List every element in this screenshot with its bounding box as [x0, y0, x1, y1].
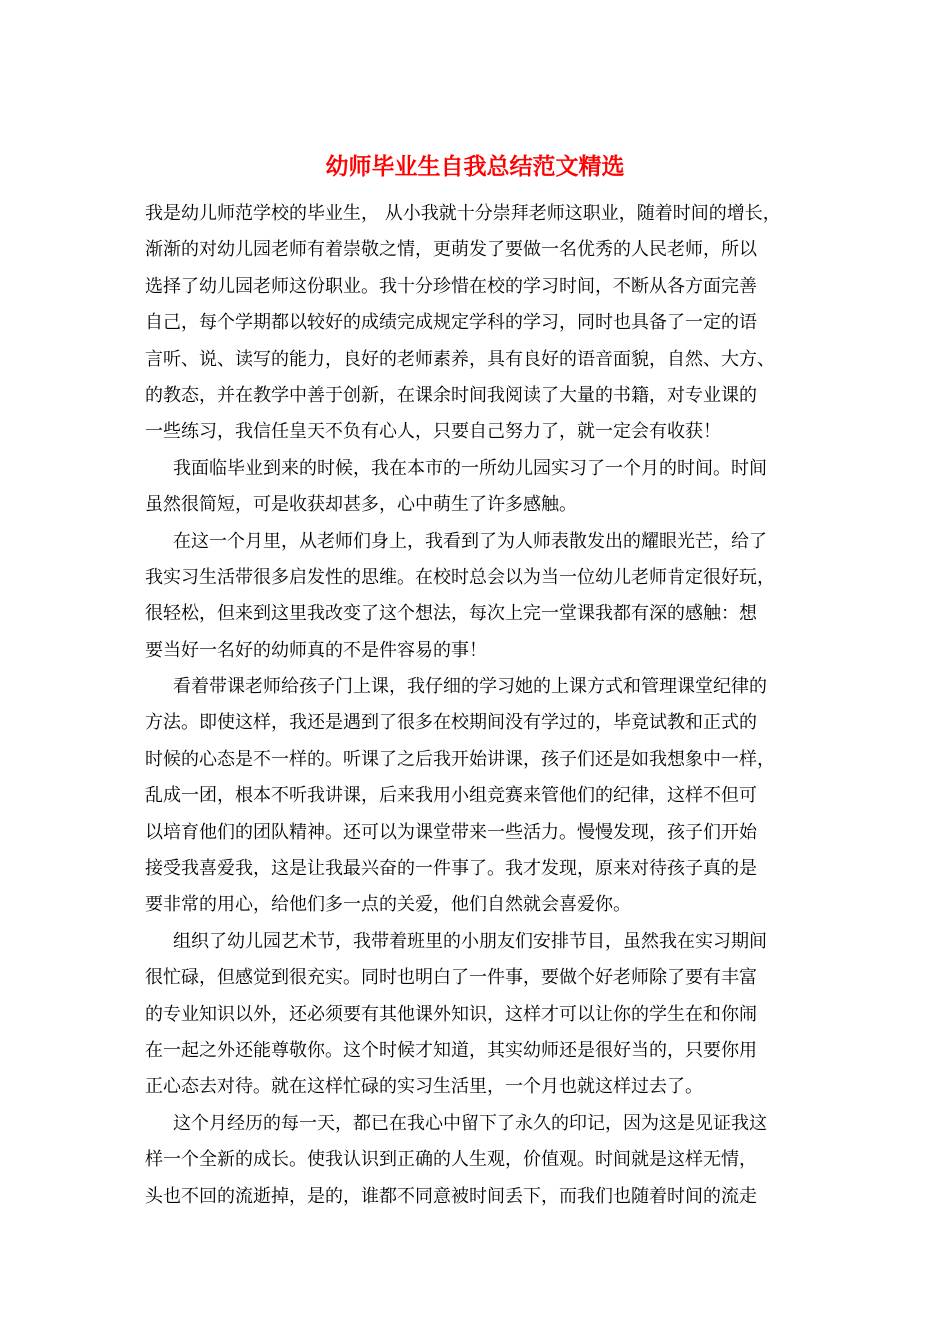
paragraph-line: 我是幼儿师范学校的毕业生， 从小我就十分崇拜老师这职业，随着时间的增长，	[145, 203, 781, 224]
paragraph-line: 方法。即使这样，我还是遇到了很多在校期间没有学过的，毕竟试教和正式的	[145, 712, 757, 734]
paragraph-line: 这个月经历的每一天，都已在我心中留下了永久的印记，因为这是见证我这	[173, 1112, 767, 1134]
paragraph-line: 正心态去对待。就在这样忙碌的实习生活里，一个月也就这样过去了。	[145, 1076, 703, 1098]
paragraph-line: 的专业知识以外，还必须要有其他课外知识，这样才可以让你的学生在和你闹	[145, 1003, 757, 1025]
paragraph-line: 渐渐的对幼儿园老师有着崇敬之情，更萌发了要做一名优秀的人民老师，所以	[145, 239, 757, 261]
paragraph-line: 组织了幼儿园艺术节，我带着班里的小朋友们安排节目，虽然我在实习期间	[173, 930, 767, 952]
paragraph-line: 自己，每个学期都以较好的成绩完成规定学科的学习，同时也具备了一定的语	[145, 312, 757, 334]
paragraph-line: 选择了幼儿园老师这份职业。我十分珍惜在校的学习时间，不断从各方面完善	[145, 275, 757, 297]
paragraph-line: 接受我喜爱我，这是让我最兴奋的一件事了。我才发现，原来对待孩子真的是	[145, 858, 757, 880]
paragraph-line: 虽然很简短，可是收获却甚多，心中萌生了许多感触。	[145, 494, 577, 516]
paragraph-line: 的教态，并在教学中善于创新，在课余时间我阅读了大量的书籍，对专业课的	[145, 384, 757, 406]
paragraph	[145, 196, 815, 451]
paragraph-line: 样一个全新的成长。使我认识到正确的人生观，价值观。时间就是这样无情，	[145, 1149, 757, 1171]
paragraph-line: 头也不回的流逝掉，是的，谁都不同意被时间丢下，而我们也随着时间的流走	[145, 1185, 757, 1207]
paragraph	[145, 451, 815, 524]
paragraph-line: 在一起之外还能尊敬你。这个时候才知道，其实幼师还是很好当的，只要你用	[145, 1039, 757, 1061]
paragraph-line: 我实习生活带很多启发性的思维。在校时总会以为当一位幼儿老师肯定很好玩，	[145, 566, 775, 588]
paragraph-line: 乱成一团，根本不听我讲课，后来我用小组竞赛来管他们的纪律，这样不但可	[145, 785, 757, 807]
paragraph-line: 很忙碌，但感觉到很充实。同时也明白了一件事，要做个好老师除了要有丰富	[145, 967, 757, 989]
paragraph-line: 在这一个月里，从老师们身上，我看到了为人师表散发出的耀眼光芒，给了	[173, 530, 767, 552]
paragraph-line: 看着带课老师给孩子门上课，我仔细的学习她的上课方式和管理课堂纪律的	[173, 676, 767, 698]
paragraph-line: 要非常的用心，给他们多一点的关爱，他们自然就会喜爱你。	[145, 894, 631, 916]
paragraph-line: 时候的心态是不一样的。听课了之后我开始讲课，孩子们还是如我想象中一样，	[145, 748, 775, 770]
paragraph	[145, 524, 815, 670]
paragraph	[145, 669, 815, 924]
paragraph-line: 要当好一名好的幼师真的不是件容易的事！	[145, 639, 487, 661]
document-body	[145, 196, 815, 1215]
paragraph-line: 很轻松，但来到这里我改变了这个想法，每次上完一堂课我都有深的感触：想	[145, 603, 757, 625]
paragraph	[145, 1106, 815, 1215]
paragraph-line: 言听、说、读写的能力，良好的老师素养，具有良好的语音面貌，自然、大方、	[145, 348, 775, 370]
paragraph-line: 一些练习，我信任皇天不负有心人，只要自己努力了，就一定会有收获！	[145, 421, 721, 443]
document-title: 幼师毕业生自我总结范文精选	[325, 153, 625, 180]
paragraph-line: 以培育他们的团队精神。还可以为课堂带来一些活力。慢慢发现，孩子们开始	[145, 821, 757, 843]
paragraph-line: 我面临毕业到来的时候，我在本市的一所幼儿园实习了一个月的时间。时间	[173, 457, 767, 479]
paragraph	[145, 924, 815, 1106]
